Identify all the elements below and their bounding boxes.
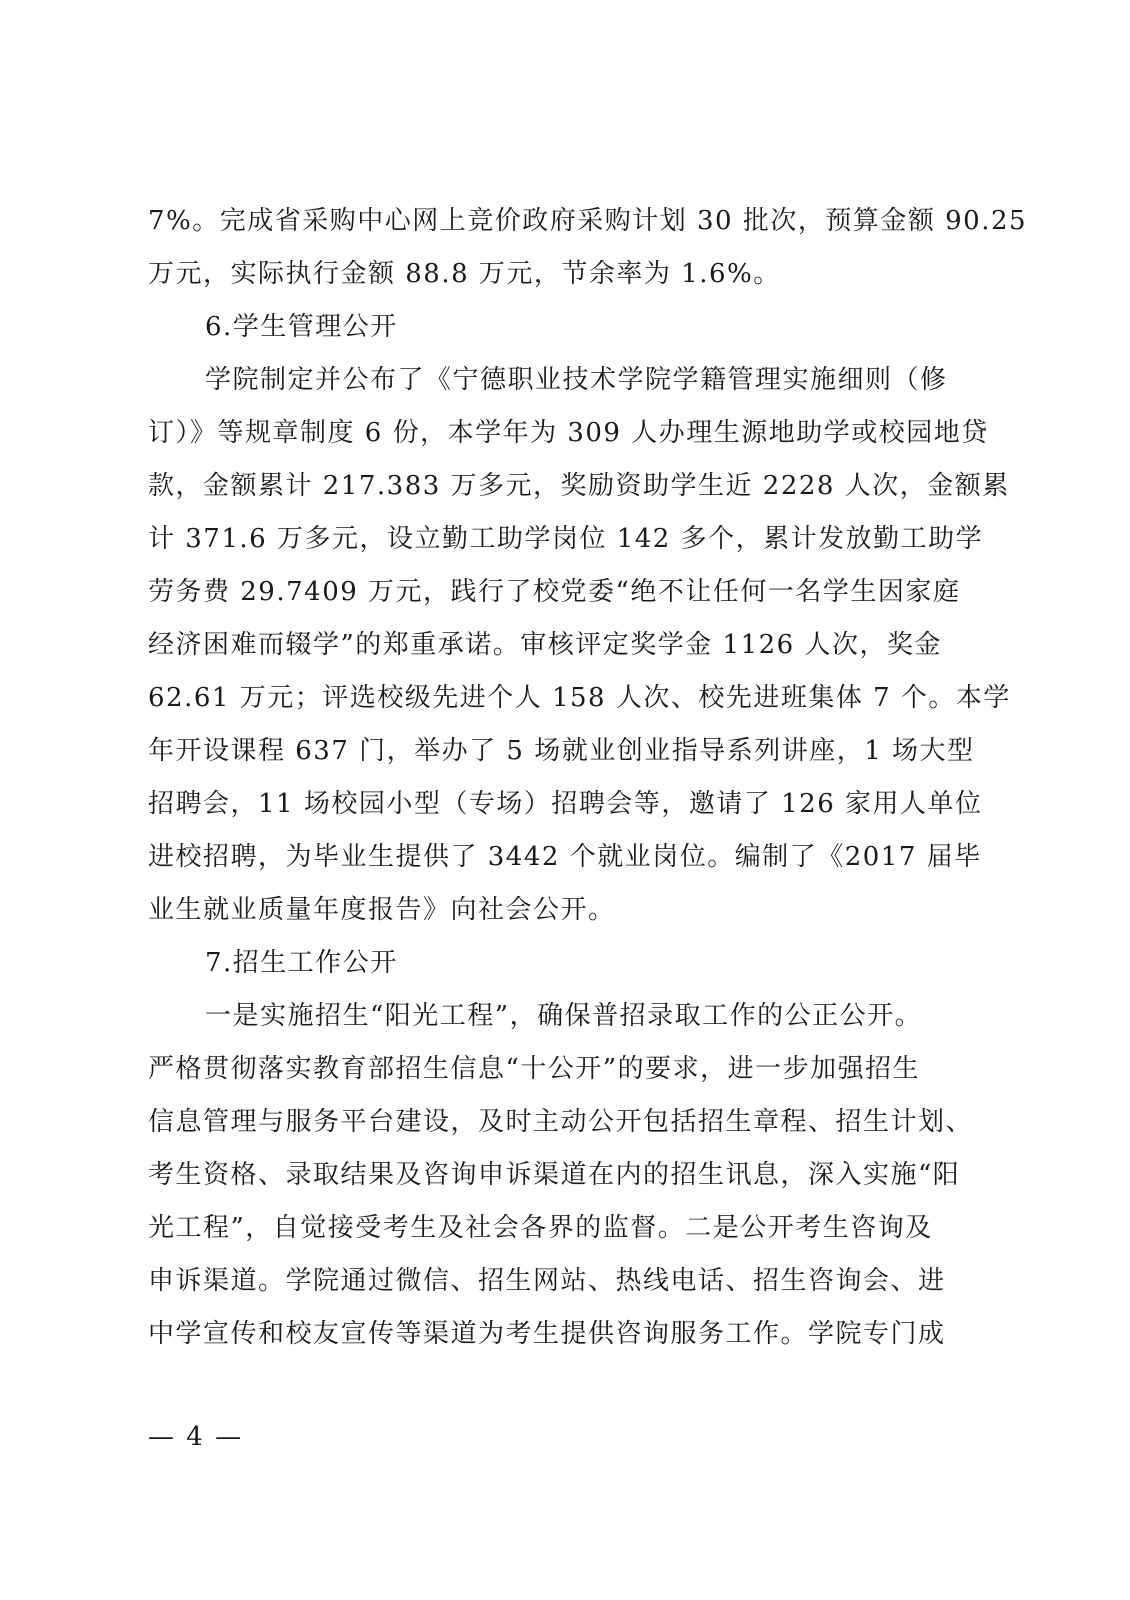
section-heading-student-management: 6.学生管理公开 bbox=[205, 312, 398, 342]
paragraph-line: 万元，实际执行金额 88.8 万元，节余率为 1.6%。 bbox=[148, 259, 781, 289]
paragraph-line: 年开设课程 637 门，举办了 5 场就业创业指导系列讲座，1 场大型 bbox=[148, 736, 975, 766]
section-heading-admissions: 7.招生工作公开 bbox=[205, 948, 398, 978]
paragraph-line: 学院制定并公布了《宁德职业技术学院学籍管理实施细则（修 bbox=[205, 365, 948, 395]
paragraph-line: 考生资格、录取结果及咨询申诉渠道在内的招生讯息，深入实施“阳 bbox=[148, 1160, 961, 1190]
paragraph-line: 业生就业质量年度报告》向社会公开。 bbox=[148, 895, 616, 925]
paragraph-line: 中学宣传和校友宣传等渠道为考生提供咨询服务工作。学院专门成 bbox=[148, 1319, 946, 1349]
paragraph-line: 7%。完成省采购中心网上竞价政府采购计划 30 批次，预算金额 90.25 bbox=[148, 206, 1028, 236]
paragraph-line: 进校招聘，为毕业生提供了 3442 个就业岗位。编制了《2017 届毕 bbox=[148, 842, 982, 872]
paragraph-line: 一是实施招生“阳光工程”，确保普招录取工作的公正公开。 bbox=[205, 1001, 923, 1031]
paragraph-line: 光工程”，自觉接受考生及社会各界的监督。二是公开考生咨询及 bbox=[148, 1213, 933, 1243]
paragraph-line: 订）》等规章制度 6 份，本学年为 309 人办理生源地助学或校园地贷 bbox=[148, 418, 989, 448]
paragraph-line: 62.61 万元；评选校级先进个人 158 人次、校先进班集体 7 个。本学 bbox=[148, 683, 1011, 713]
paragraph-line: 申诉渠道。学院通过微信、招生网站、热线电话、招生咨询会、进 bbox=[148, 1266, 946, 1296]
paragraph-line: 招聘会，11 场校园小型（专场）招聘会等，邀请了 126 家用人单位 bbox=[148, 789, 983, 819]
paragraph-line: 款，金额累计 217.383 万多元，奖励资助学生近 2228 人次，金额累 bbox=[148, 471, 1010, 501]
paragraph-line: 严格贯彻落实教育部招生信息“十公开”的要求，进一步加强招生 bbox=[148, 1054, 921, 1084]
paragraph-line: 计 371.6 万多元，设立勤工助学岗位 142 多个，累计发放勤工助学 bbox=[148, 524, 984, 554]
page-number: — 4 — bbox=[148, 1422, 244, 1452]
paragraph-line: 劳务费 29.7409 万元，践行了校党委“绝不让任何一名学生因家庭 bbox=[148, 577, 961, 607]
paragraph-line: 经济困难而辍学”的郑重承诺。审核评定奖学金 1126 人次，奖金 bbox=[148, 630, 942, 660]
paragraph-line: 信息管理与服务平台建设，及时主动公开包括招生章程、招生计划、 bbox=[148, 1107, 974, 1137]
